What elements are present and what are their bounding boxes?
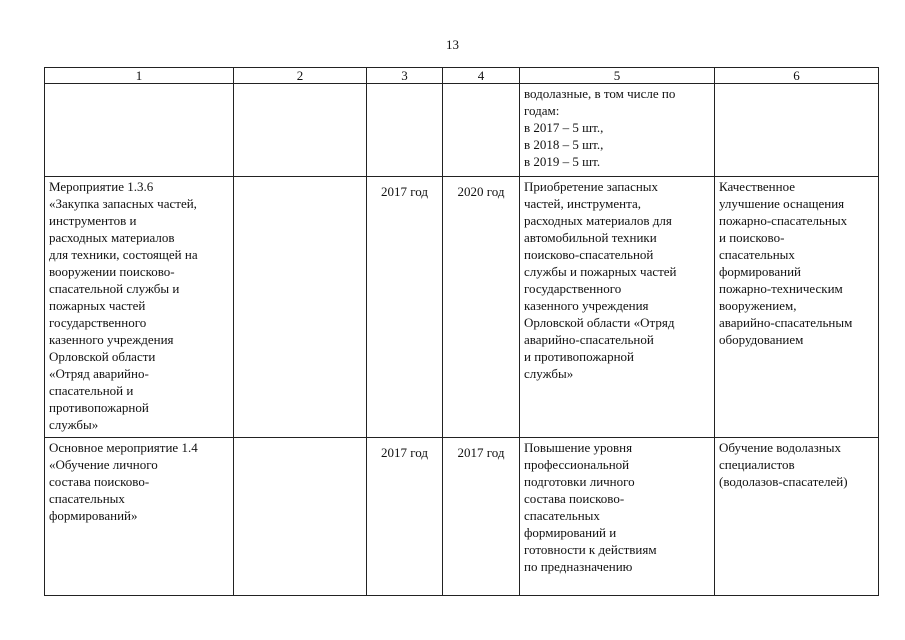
cell-text-line: Приобретение запасных [524,179,659,194]
cell-text-line: пожарно-техническим [719,281,843,296]
result-cell [520,177,715,438]
cell-text-line: Повышение уровня [524,440,633,455]
cell-text-line: «Обучение личного [49,457,158,472]
cell-text-line: спасательных [524,508,600,523]
cell-text-line: Обучение водолазных [719,440,841,455]
cell-text-line: расходных материалов [49,230,175,245]
header-cell-4: 4 [443,68,520,84]
table-row [45,438,879,596]
result-cell [520,438,715,596]
cell-text-line: формирований [719,264,802,279]
cell-text-line: пожарных частей [49,298,146,313]
cell-text-line: Мероприятие 1.3.6 [49,179,154,194]
cell-text-line: годам: [524,103,560,118]
end-year-cell: 2017 год [443,438,520,596]
cell-text-line: Орловской области «Отряд [524,315,675,330]
cell-text-line: «Отряд аварийно- [49,366,149,381]
cell-text-line: спасательной и [49,383,134,398]
activity-cell [45,438,234,596]
cell-text-line: аварийно-спасательной [524,332,654,347]
cell-text-line: автомобильной техники [524,230,657,245]
cell-text-line: казенного учреждения [524,298,649,313]
end-year-cell: 2020 год [443,177,520,438]
cell-text-line: в 2019 – 5 шт. [524,154,601,169]
header-row [45,68,879,84]
cell-text-line: расходных материалов для [524,213,672,228]
cell-text-line: частей, инструмента, [524,196,641,211]
cell-text-line: «Закупка запасных частей, [49,196,197,211]
effect-cell [715,177,879,438]
cell-text-line: и противопожарной [524,349,634,364]
cell-text-line: Качественное [719,179,796,194]
cell-text-line: улучшение оснащения [719,196,845,211]
result-cell [520,84,715,177]
cell-text-line: инструментов и [49,213,137,228]
page-number: 13 [446,37,459,52]
header-cell-6: 6 [715,68,879,84]
cell-text-line: формирований и [524,525,617,540]
header-cell-1: 1 [45,68,234,84]
cell-text-line: состава поисково- [524,491,625,506]
header-cell-5: 5 [520,68,715,84]
table-row [45,177,879,438]
cell-text-line: водолазные, в том числе по [524,86,676,101]
activity-cell [45,84,234,177]
cell-text-line: вооружением, [719,298,797,313]
cell-text-line: службы и пожарных частей [524,264,677,279]
cell-text-line: государственного [49,315,147,330]
cell-text-line: службы» [524,366,574,381]
cell-text-line: специалистов [719,457,795,472]
header-cell-2: 2 [234,68,367,84]
start-year-cell [367,84,443,177]
cell-text-line: спасательных [49,491,125,506]
cell-text-line: профессиональной [524,457,630,472]
activity-cell [45,177,234,438]
executor-cell [234,438,367,596]
cell-text-line: вооружении поисково- [49,264,175,279]
cell-text-line: в 2018 – 5 шт., [524,137,604,152]
cell-text-line: Основное мероприятие 1.4 [49,440,198,455]
cell-text-line: спасательных [719,247,795,262]
header-cell-3: 3 [367,68,443,84]
cell-text-line: государственного [524,281,622,296]
cell-text-line: поисково-спасательной [524,247,654,262]
table-row [45,84,879,177]
cell-text-line: готовности к действиям [524,542,657,557]
cell-text-line: подготовки личного [524,474,635,489]
cell-text-line: формирований» [49,508,138,523]
plan-table [44,67,879,596]
cell-text-line: в 2017 – 5 шт., [524,120,604,135]
effect-cell [715,84,879,177]
cell-text-line: Орловской области [49,349,156,364]
executor-cell [234,84,367,177]
cell-text-line: состава поисково- [49,474,150,489]
cell-text-line: службы» [49,417,99,432]
start-year-cell: 2017 год [367,177,443,438]
start-year-cell: 2017 год [367,438,443,596]
cell-text-line: по предназначению [524,559,633,574]
cell-text-line: (водолазов-спасателей) [719,474,848,489]
executor-cell [234,177,367,438]
effect-cell [715,438,879,596]
cell-text-line: аварийно-спасательным [719,315,853,330]
cell-text-line: пожарно-спасательных [719,213,848,228]
cell-text-line: и поисково- [719,230,785,245]
cell-text-line: противопожарной [49,400,149,415]
cell-text-line: казенного учреждения [49,332,174,347]
end-year-cell [443,84,520,177]
cell-text-line: спасательной службы и [49,281,180,296]
cell-text-line: для техники, состоящей на [49,247,198,262]
cell-text-line: оборудованием [719,332,804,347]
